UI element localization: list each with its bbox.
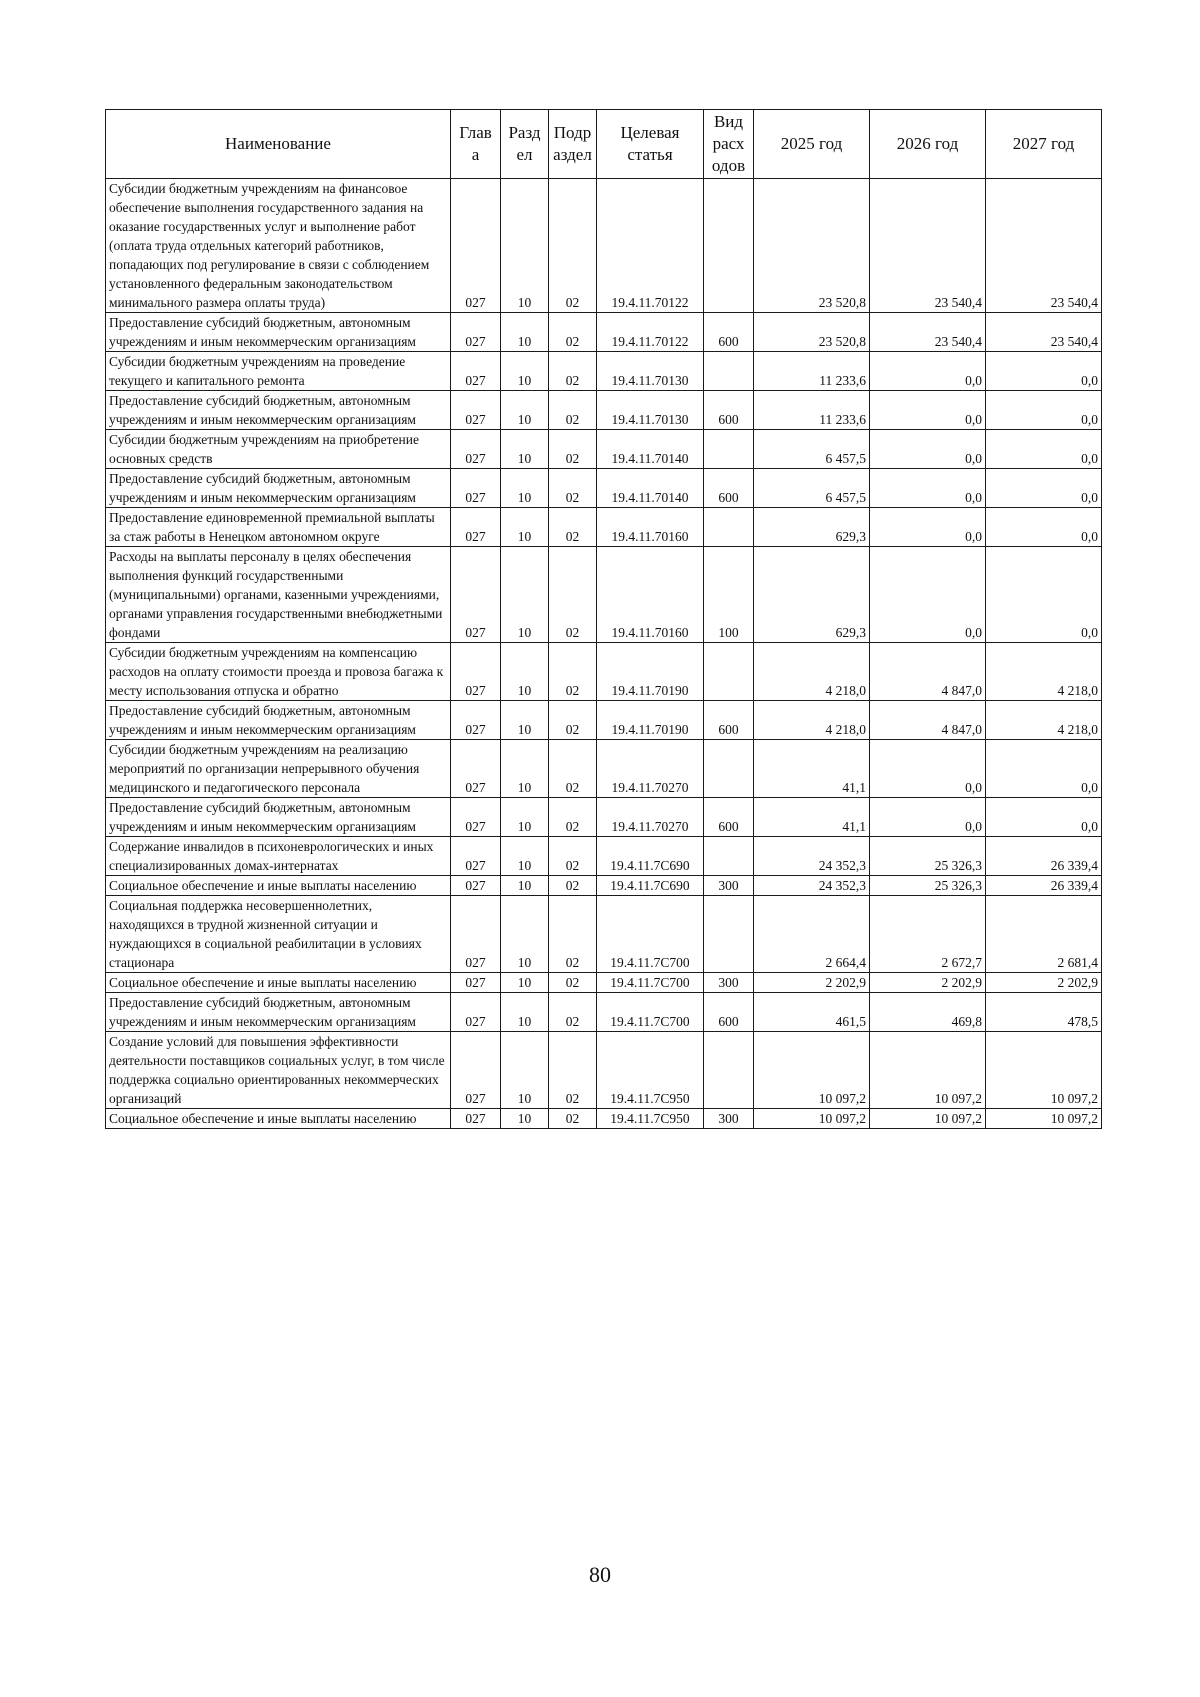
cell-section: 10	[501, 973, 549, 993]
table-header-row	[106, 110, 1102, 179]
cell-subsection: 02	[549, 740, 597, 798]
table-row	[106, 313, 1102, 352]
cell-target-article: 19.4.11.70130	[597, 352, 704, 391]
cell-year-2027: 0,0	[986, 430, 1102, 469]
cell-expense-kind: 600	[704, 391, 754, 430]
cell-year-2027: 0,0	[986, 469, 1102, 508]
cell-section: 10	[501, 313, 549, 352]
header-section: Разд ел	[501, 110, 549, 179]
cell-year-2027: 0,0	[986, 798, 1102, 837]
cell-year-2025: 4 218,0	[754, 643, 870, 701]
table-row	[106, 643, 1102, 701]
cell-year-2025: 461,5	[754, 993, 870, 1032]
cell-name: Социальное обеспечение и иные выплаты населению	[106, 1109, 451, 1129]
header-year-2027: 2027 год	[986, 110, 1102, 179]
cell-target-article: 19.4.11.70190	[597, 701, 704, 740]
cell-year-2026: 25 326,3	[870, 876, 986, 896]
cell-year-2026: 0,0	[870, 508, 986, 547]
cell-year-2026: 2 202,9	[870, 973, 986, 993]
cell-year-2027: 0,0	[986, 352, 1102, 391]
cell-chapter: 027	[451, 837, 501, 876]
cell-section: 10	[501, 1109, 549, 1129]
cell-subsection: 02	[549, 430, 597, 469]
cell-year-2027: 4 218,0	[986, 701, 1102, 740]
cell-subsection: 02	[549, 973, 597, 993]
cell-chapter: 027	[451, 643, 501, 701]
cell-year-2026: 469,8	[870, 993, 986, 1032]
cell-name: Субсидии бюджетным учреждениям на компенсацию расходов на оплату стоимости проезда и провоза багажа к месту использования отпуска и обратно	[106, 643, 451, 701]
cell-target-article: 19.4.11.70270	[597, 798, 704, 837]
cell-year-2027: 23 540,4	[986, 179, 1102, 313]
cell-section: 10	[501, 740, 549, 798]
cell-expense-kind	[704, 508, 754, 547]
cell-expense-kind	[704, 1032, 754, 1109]
cell-name: Социальная поддержка несовершеннолетних, находящихся в трудной жизненной ситуации и нуждающихся в социальной реабилитации в условиях стационара	[106, 896, 451, 973]
table-row	[106, 993, 1102, 1032]
cell-year-2025: 24 352,3	[754, 876, 870, 896]
cell-year-2025: 629,3	[754, 547, 870, 643]
cell-expense-kind	[704, 837, 754, 876]
cell-year-2027: 0,0	[986, 740, 1102, 798]
cell-section: 10	[501, 876, 549, 896]
cell-chapter: 027	[451, 430, 501, 469]
cell-subsection: 02	[549, 643, 597, 701]
table-row	[106, 179, 1102, 313]
cell-year-2027: 4 218,0	[986, 643, 1102, 701]
cell-subsection: 02	[549, 508, 597, 547]
cell-subsection: 02	[549, 391, 597, 430]
cell-chapter: 027	[451, 876, 501, 896]
cell-chapter: 027	[451, 391, 501, 430]
cell-name: Социальное обеспечение и иные выплаты населению	[106, 973, 451, 993]
cell-year-2025: 11 233,6	[754, 391, 870, 430]
cell-expense-kind: 600	[704, 469, 754, 508]
header-name: Наименование	[106, 110, 451, 179]
cell-chapter: 027	[451, 701, 501, 740]
cell-name: Предоставление субсидий бюджетным, автономным учреждениям и иным некоммерческим организациям	[106, 313, 451, 352]
table-body	[106, 179, 1102, 1129]
cell-section: 10	[501, 993, 549, 1032]
cell-expense-kind: 600	[704, 993, 754, 1032]
cell-chapter: 027	[451, 896, 501, 973]
cell-subsection: 02	[549, 798, 597, 837]
cell-target-article: 19.4.11.70140	[597, 469, 704, 508]
cell-year-2026: 4 847,0	[870, 643, 986, 701]
cell-year-2026: 0,0	[870, 469, 986, 508]
table-row	[106, 798, 1102, 837]
cell-target-article: 19.4.11.70190	[597, 643, 704, 701]
cell-expense-kind: 600	[704, 798, 754, 837]
cell-year-2025: 6 457,5	[754, 430, 870, 469]
cell-subsection: 02	[549, 1032, 597, 1109]
cell-section: 10	[501, 547, 549, 643]
cell-year-2025: 11 233,6	[754, 352, 870, 391]
cell-name: Расходы на выплаты персоналу в целях обеспечения выполнения функций государственными (муниципальными) органами, казенными учреждениями, органами управления государственными внебюджетными фондами	[106, 547, 451, 643]
cell-subsection: 02	[549, 469, 597, 508]
table-row	[106, 469, 1102, 508]
cell-section: 10	[501, 798, 549, 837]
cell-subsection: 02	[549, 896, 597, 973]
cell-target-article: 19.4.11.70140	[597, 430, 704, 469]
cell-section: 10	[501, 430, 549, 469]
cell-chapter: 027	[451, 973, 501, 993]
cell-name: Субсидии бюджетным учреждениям на приобретение основных средств	[106, 430, 451, 469]
cell-target-article: 19.4.11.70160	[597, 547, 704, 643]
cell-subsection: 02	[549, 547, 597, 643]
cell-chapter: 027	[451, 313, 501, 352]
cell-name: Субсидии бюджетным учреждениям на финансовое обеспечение выполнения государственного задания на оказание государственных услуг и выполнение работ (оплата труда отдельных категорий работников, попадающих под регулирование в связи с соблюдением установленного федеральным законодательством минимального размера оплаты труда)	[106, 179, 451, 313]
cell-target-article: 19.4.11.70122	[597, 313, 704, 352]
cell-year-2027: 478,5	[986, 993, 1102, 1032]
cell-section: 10	[501, 352, 549, 391]
cell-section: 10	[501, 391, 549, 430]
cell-name: Предоставление субсидий бюджетным, автономным учреждениям и иным некоммерческим организациям	[106, 701, 451, 740]
cell-section: 10	[501, 1032, 549, 1109]
cell-subsection: 02	[549, 352, 597, 391]
cell-expense-kind: 100	[704, 547, 754, 643]
cell-section: 10	[501, 508, 549, 547]
table-row	[106, 701, 1102, 740]
cell-target-article: 19.4.11.7С700	[597, 896, 704, 973]
cell-year-2026: 25 326,3	[870, 837, 986, 876]
cell-year-2026: 0,0	[870, 352, 986, 391]
cell-expense-kind	[704, 896, 754, 973]
cell-year-2026: 0,0	[870, 798, 986, 837]
cell-name: Предоставление единовременной премиальной выплаты за стаж работы в Ненецком автономном округе	[106, 508, 451, 547]
cell-year-2025: 23 520,8	[754, 313, 870, 352]
table-row	[106, 352, 1102, 391]
table-row	[106, 391, 1102, 430]
budget-table	[105, 109, 1102, 1129]
cell-name: Предоставление субсидий бюджетным, автономным учреждениям и иным некоммерческим организациям	[106, 391, 451, 430]
cell-target-article: 19.4.11.70130	[597, 391, 704, 430]
cell-section: 10	[501, 837, 549, 876]
table-row	[106, 876, 1102, 896]
cell-expense-kind	[704, 740, 754, 798]
cell-subsection: 02	[549, 876, 597, 896]
header-year-2025: 2025 год	[754, 110, 870, 179]
cell-year-2025: 10 097,2	[754, 1109, 870, 1129]
cell-year-2025: 2 202,9	[754, 973, 870, 993]
cell-name: Предоставление субсидий бюджетным, автономным учреждениям и иным некоммерческим организациям	[106, 993, 451, 1032]
cell-target-article: 19.4.11.70122	[597, 179, 704, 313]
cell-target-article: 19.4.11.7С950	[597, 1109, 704, 1129]
cell-chapter: 027	[451, 179, 501, 313]
cell-expense-kind: 300	[704, 1109, 754, 1129]
cell-year-2027: 2 681,4	[986, 896, 1102, 973]
cell-expense-kind: 300	[704, 973, 754, 993]
table-row	[106, 896, 1102, 973]
cell-target-article: 19.4.11.7С950	[597, 1032, 704, 1109]
cell-chapter: 027	[451, 547, 501, 643]
header-target-article: Целевая статья	[597, 110, 704, 179]
cell-subsection: 02	[549, 1109, 597, 1129]
table-row	[106, 1032, 1102, 1109]
table-row	[106, 837, 1102, 876]
cell-subsection: 02	[549, 701, 597, 740]
cell-subsection: 02	[549, 313, 597, 352]
cell-chapter: 027	[451, 508, 501, 547]
cell-name: Субсидии бюджетным учреждениям на реализацию мероприятий по организации непрерывного обучения медицинского и педагогического персонала	[106, 740, 451, 798]
cell-subsection: 02	[549, 993, 597, 1032]
cell-section: 10	[501, 469, 549, 508]
cell-subsection: 02	[549, 179, 597, 313]
cell-expense-kind	[704, 352, 754, 391]
table-row	[106, 740, 1102, 798]
cell-year-2027: 0,0	[986, 508, 1102, 547]
cell-section: 10	[501, 701, 549, 740]
cell-name: Субсидии бюджетным учреждениям на проведение текущего и капитального ремонта	[106, 352, 451, 391]
cell-target-article: 19.4.11.7С700	[597, 973, 704, 993]
cell-year-2027: 26 339,4	[986, 837, 1102, 876]
cell-name: Содержание инвалидов в психоневрологических и иных специализированных домах-интернатах	[106, 837, 451, 876]
cell-year-2025: 41,1	[754, 740, 870, 798]
cell-year-2027: 10 097,2	[986, 1032, 1102, 1109]
cell-expense-kind	[704, 430, 754, 469]
header-year-2026: 2026 год	[870, 110, 986, 179]
cell-name: Предоставление субсидий бюджетным, автономным учреждениям и иным некоммерческим организациям	[106, 469, 451, 508]
cell-expense-kind	[704, 179, 754, 313]
cell-expense-kind: 300	[704, 876, 754, 896]
cell-year-2026: 2 672,7	[870, 896, 986, 973]
cell-year-2026: 23 540,4	[870, 179, 986, 313]
cell-year-2026: 23 540,4	[870, 313, 986, 352]
table-row	[106, 508, 1102, 547]
cell-chapter: 027	[451, 469, 501, 508]
cell-chapter: 027	[451, 993, 501, 1032]
cell-year-2025: 24 352,3	[754, 837, 870, 876]
table-row	[106, 1109, 1102, 1129]
cell-expense-kind: 600	[704, 313, 754, 352]
cell-target-article: 19.4.11.70160	[597, 508, 704, 547]
page-number: 80	[589, 1562, 611, 1587]
cell-name: Социальное обеспечение и иные выплаты населению	[106, 876, 451, 896]
cell-section: 10	[501, 896, 549, 973]
cell-year-2025: 629,3	[754, 508, 870, 547]
cell-chapter: 027	[451, 1032, 501, 1109]
header-subsection: Подр аздел	[549, 110, 597, 179]
cell-year-2027: 10 097,2	[986, 1109, 1102, 1129]
cell-year-2026: 4 847,0	[870, 701, 986, 740]
cell-year-2026: 10 097,2	[870, 1032, 986, 1109]
cell-chapter: 027	[451, 1109, 501, 1129]
header-expense-kind: Вид расх одов	[704, 110, 754, 179]
cell-year-2025: 41,1	[754, 798, 870, 837]
cell-year-2025: 4 218,0	[754, 701, 870, 740]
cell-year-2026: 10 097,2	[870, 1109, 986, 1129]
cell-year-2026: 0,0	[870, 547, 986, 643]
cell-chapter: 027	[451, 352, 501, 391]
cell-subsection: 02	[549, 837, 597, 876]
cell-year-2027: 23 540,4	[986, 313, 1102, 352]
cell-year-2027: 2 202,9	[986, 973, 1102, 993]
cell-section: 10	[501, 643, 549, 701]
cell-target-article: 19.4.11.7С690	[597, 876, 704, 896]
table-row	[106, 430, 1102, 469]
cell-expense-kind	[704, 643, 754, 701]
header-chapter: Глав а	[451, 110, 501, 179]
cell-target-article: 19.4.11.70270	[597, 740, 704, 798]
cell-year-2025: 10 097,2	[754, 1032, 870, 1109]
cell-year-2025: 2 664,4	[754, 896, 870, 973]
table-row	[106, 973, 1102, 993]
cell-expense-kind: 600	[704, 701, 754, 740]
cell-year-2026: 0,0	[870, 430, 986, 469]
cell-section: 10	[501, 179, 549, 313]
cell-name: Предоставление субсидий бюджетным, автономным учреждениям и иным некоммерческим организациям	[106, 798, 451, 837]
table-row	[106, 547, 1102, 643]
cell-target-article: 19.4.11.7С690	[597, 837, 704, 876]
cell-year-2025: 23 520,8	[754, 179, 870, 313]
cell-chapter: 027	[451, 798, 501, 837]
cell-target-article: 19.4.11.7С700	[597, 993, 704, 1032]
cell-year-2026: 0,0	[870, 740, 986, 798]
cell-name: Создание условий для повышения эффективности деятельности поставщиков социальных услуг, в том числе поддержка социально ориентированных некоммерческих организаций	[106, 1032, 451, 1109]
cell-year-2025: 6 457,5	[754, 469, 870, 508]
cell-year-2027: 0,0	[986, 391, 1102, 430]
cell-chapter: 027	[451, 740, 501, 798]
cell-year-2027: 26 339,4	[986, 876, 1102, 896]
cell-year-2026: 0,0	[870, 391, 986, 430]
cell-year-2027: 0,0	[986, 547, 1102, 643]
